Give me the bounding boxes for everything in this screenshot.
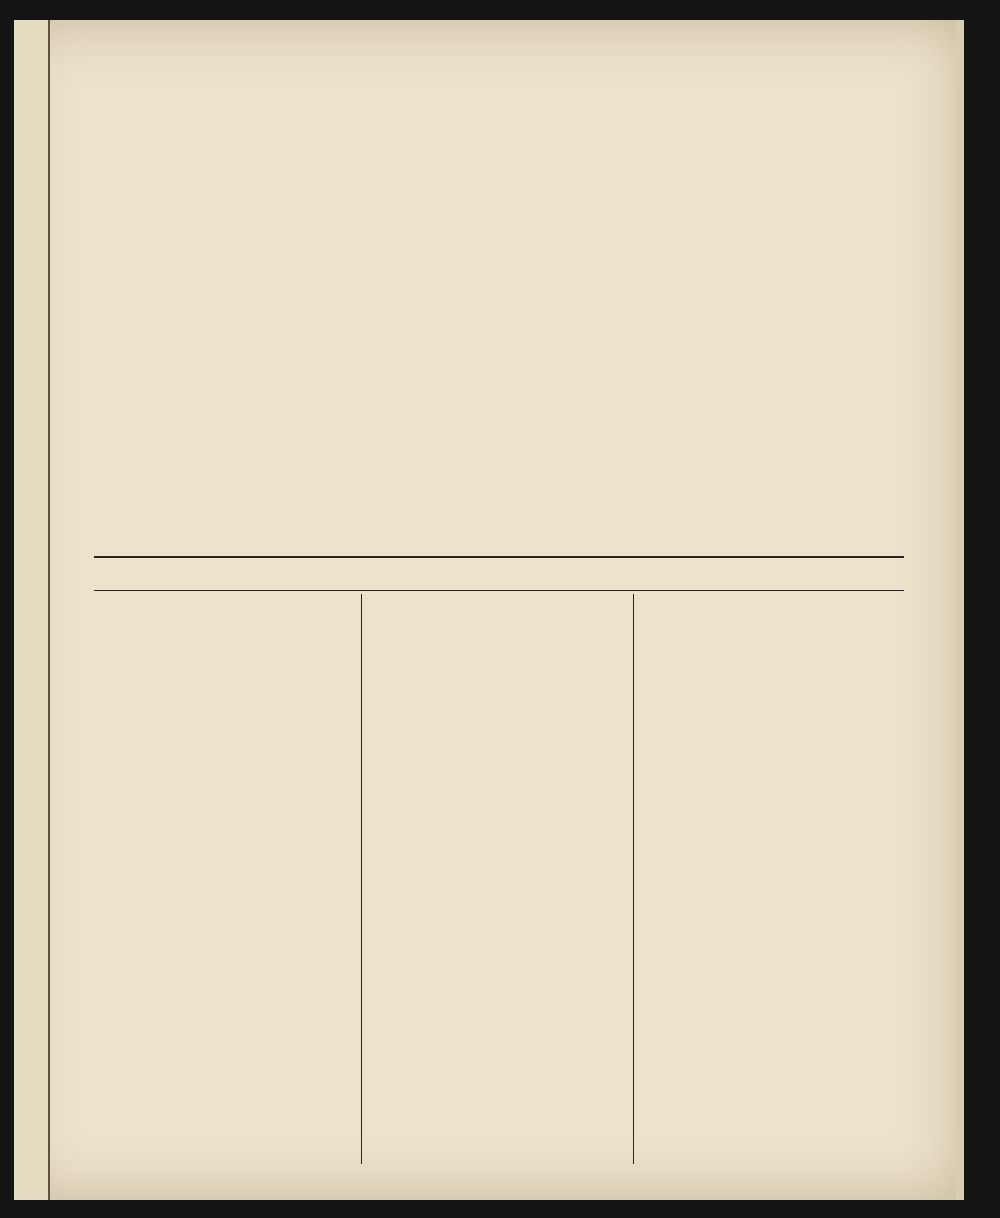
section-rule-bottom [94, 590, 904, 591]
column-divider [633, 594, 634, 1164]
section-rule-top [94, 556, 904, 558]
adjacent-page-fragment [14, 20, 50, 1200]
page-edge [956, 20, 964, 1200]
newspaper-page [14, 20, 964, 1200]
column-divider [361, 594, 362, 1164]
